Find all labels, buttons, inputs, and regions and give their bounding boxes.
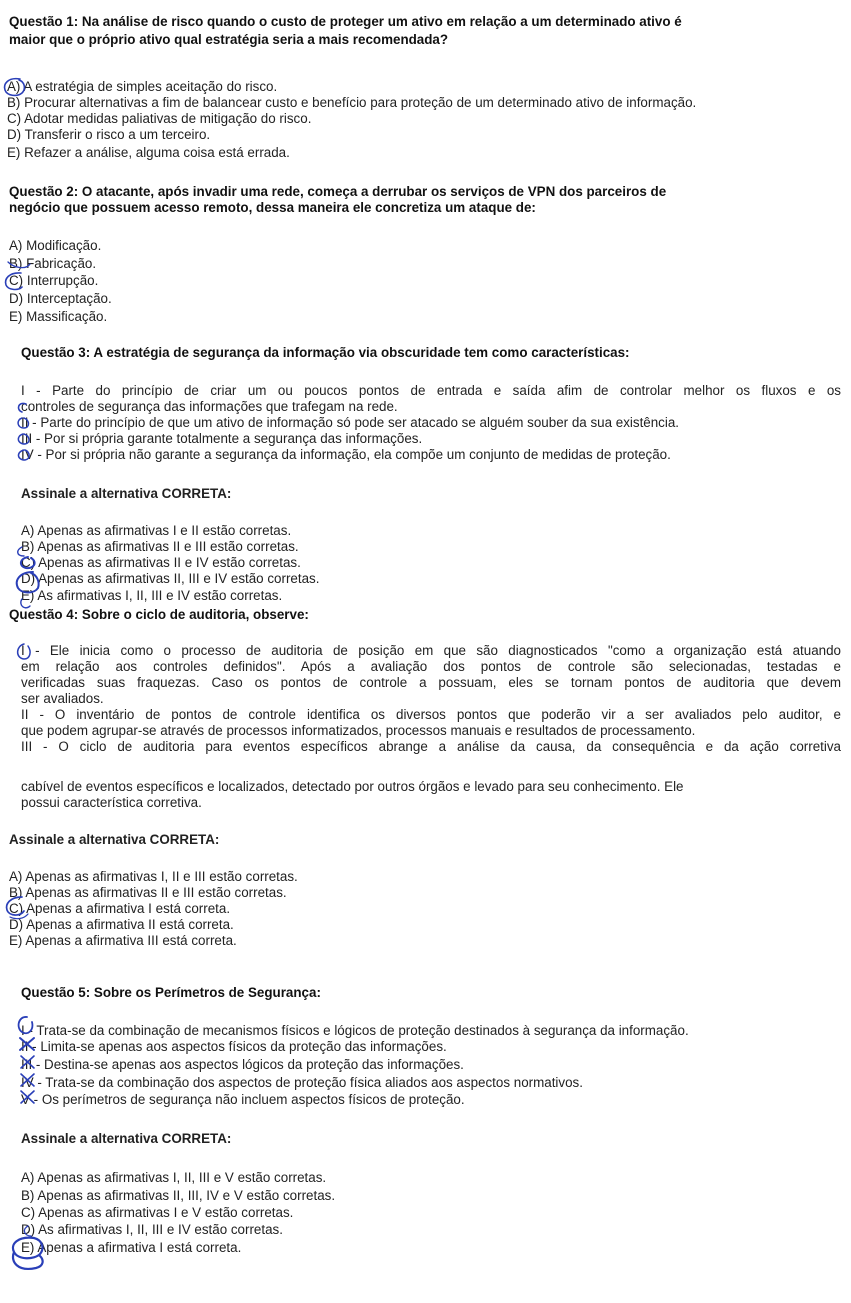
q2-title-line2: negócio que possuem acesso remoto, dessa maneira ele concretiza um ataque de: bbox=[9, 200, 536, 215]
q1-option-d[interactable]: D) Transferir o risco a um terceiro. bbox=[7, 127, 211, 142]
q1-option-e[interactable]: E) Refazer a análise, alguma coisa está errada. bbox=[7, 145, 290, 160]
q4-statement-iii-l3: possui característica corretiva. bbox=[21, 795, 202, 810]
q4-statement-i-l4: ser avaliados. bbox=[21, 691, 104, 706]
q4-option-e[interactable]: E) Apenas a afirmativa III está correta. bbox=[9, 933, 237, 948]
q4-option-a[interactable]: A) Apenas as afirmativas I, II e III estão corretas. bbox=[9, 869, 298, 884]
q5-statement-ii: II - Limita-se apenas aos aspectos físicos da proteção das informações. bbox=[21, 1039, 447, 1054]
q3-statement-iv: IV - Por si própria não garante a segurança da informação, ela compõe um conjunto de medidas de proteção. bbox=[21, 447, 671, 462]
q4-statement-iii-l1: III - O ciclo de auditoria para eventos específicos abrange a análise da causa, da consequência e da ação corretiva bbox=[21, 739, 841, 754]
q1-title-line2: maior que o próprio ativo qual estratégia seria a mais recomendada? bbox=[9, 32, 449, 47]
q5-option-e[interactable]: E) Apenas a afirmativa I está correta. bbox=[21, 1240, 242, 1255]
q2-option-e[interactable]: E) Massificação. bbox=[9, 309, 108, 324]
q3-statement-iii: III - Por si própria garante totalmente a segurança das informações. bbox=[21, 431, 423, 446]
q2-title-line1: Questão 2: O atacante, após invadir uma rede, começa a derrubar os serviços de VPN dos parceiros de bbox=[9, 184, 667, 199]
q4-option-b[interactable]: B) Apenas as afirmativas II e III estão corretas. bbox=[9, 885, 287, 900]
q4-instruction: Assinale a alternativa CORRETA: bbox=[9, 832, 220, 847]
q5-option-b[interactable]: B) Apenas as afirmativas II, III, IV e V estão corretas. bbox=[21, 1188, 336, 1203]
q5-option-c[interactable]: C) Apenas as afirmativas I e V estão corretas. bbox=[21, 1205, 294, 1220]
q4-option-c[interactable]: C) Apenas a afirmativa I está correta. bbox=[9, 901, 231, 916]
q5-statement-iii: III - Destina-se apenas aos aspectos lógicos da proteção das informações. bbox=[21, 1057, 464, 1072]
q2-option-b[interactable]: B) Fabricação. bbox=[9, 256, 97, 271]
q4-statement-i-l1: I - Ele inicia como o processo de auditoria de posição em que são diagnosticados "como a organização está atuando bbox=[21, 643, 841, 658]
q4-statement-i-l3: verificadas suas fraquezas. Caso os pontos de controle a possuam, eles se tornam pontos de auditoria que devem bbox=[21, 675, 841, 690]
q3-statement-i-cont: controles de segurança das informações que trafegam na rede. bbox=[21, 399, 398, 414]
q5-title: Questão 5: Sobre os Perímetros de Segurança: bbox=[21, 985, 321, 1000]
q3-option-c[interactable]: C) Apenas as afirmativas II e IV estão corretas. bbox=[21, 555, 301, 570]
q5-instruction: Assinale a alternativa CORRETA: bbox=[21, 1131, 232, 1146]
q5-statement-i: I - Trata-se da combinação de mecanismos físicos e lógicos de proteção destinados à segurança da informação. bbox=[21, 1023, 689, 1038]
q5-option-a[interactable]: A) Apenas as afirmativas I, II, III e V estão corretas. bbox=[21, 1170, 327, 1185]
q3-option-d[interactable]: D) Apenas as afirmativas II, III e IV estão corretas. bbox=[21, 571, 320, 586]
q4-statement-ii-l2: que podem agrupar-se através de processos informatizados, processos manuais e resultados de processamento. bbox=[21, 723, 696, 738]
q4-title: Questão 4: Sobre o ciclo de auditoria, observe: bbox=[9, 607, 309, 622]
q3-statement-ii: II - Parte do princípio de que um ativo de informação só pode ser atacado se alguém souber da sua existência. bbox=[21, 415, 680, 430]
q4-statement-iii-l2: cabível de eventos específicos e localizados, detectado por outros órgãos e levado para seu conhecimento. Ele bbox=[21, 779, 684, 794]
q4-option-d[interactable]: D) Apenas a afirmativa II está correta. bbox=[9, 917, 234, 932]
q3-option-b[interactable]: B) Apenas as afirmativas II e III estão corretas. bbox=[21, 539, 299, 554]
q1-option-b[interactable]: B) Procurar alternativas a fim de balancear custo e benefício para proteção de um determinado ativo de informação. bbox=[7, 95, 697, 110]
q4-statement-i-l2: em relação aos controles definidos". Após a avaliação dos pontos de controle são selecionadas, testadas e bbox=[21, 659, 841, 674]
q3-instruction: Assinale a alternativa CORRETA: bbox=[21, 486, 232, 501]
q2-option-c[interactable]: C) Interrupção. bbox=[9, 273, 99, 288]
q5-statement-v: V - Os perímetros de segurança não incluem aspectos físicos de proteção. bbox=[21, 1092, 465, 1107]
q3-statement-i: I - Parte do princípio de criar um ou poucos pontos de entrada e saída afim de controlar melhor os fluxos e os bbox=[21, 383, 841, 398]
q4-statement-ii-l1: II - O inventário de pontos de controle identifica os diversos pontos que poderão vir a ser avaliados pelo auditor, e bbox=[21, 707, 841, 722]
q3-option-a[interactable]: A) Apenas as afirmativas I e II estão corretas. bbox=[21, 523, 292, 538]
q2-option-a[interactable]: A) Modificação. bbox=[9, 238, 102, 253]
q1-option-a[interactable]: A) A estratégia de simples aceitação do risco. bbox=[7, 79, 278, 94]
q3-option-e[interactable]: E) As afirmativas I, II, III e IV estão corretas. bbox=[21, 588, 283, 603]
q5-option-d[interactable]: D) As afirmativas I, II, III e IV estão corretas. bbox=[21, 1222, 283, 1237]
q2-option-d[interactable]: D) Interceptação. bbox=[9, 291, 112, 306]
q1-option-c[interactable]: C) Adotar medidas paliativas de mitigação do risco. bbox=[7, 111, 312, 126]
q5-statement-iv: IV - Trata-se da combinação dos aspectos de proteção física aliados aos aspectos normativos. bbox=[21, 1075, 583, 1090]
q1-title-line1: Questão 1: Na análise de risco quando o custo de proteger um ativo em relação a um determinado ativo é bbox=[9, 14, 682, 29]
q3-title: Questão 3: A estratégia de segurança da informação via obscuridade tem como características: bbox=[21, 345, 630, 360]
